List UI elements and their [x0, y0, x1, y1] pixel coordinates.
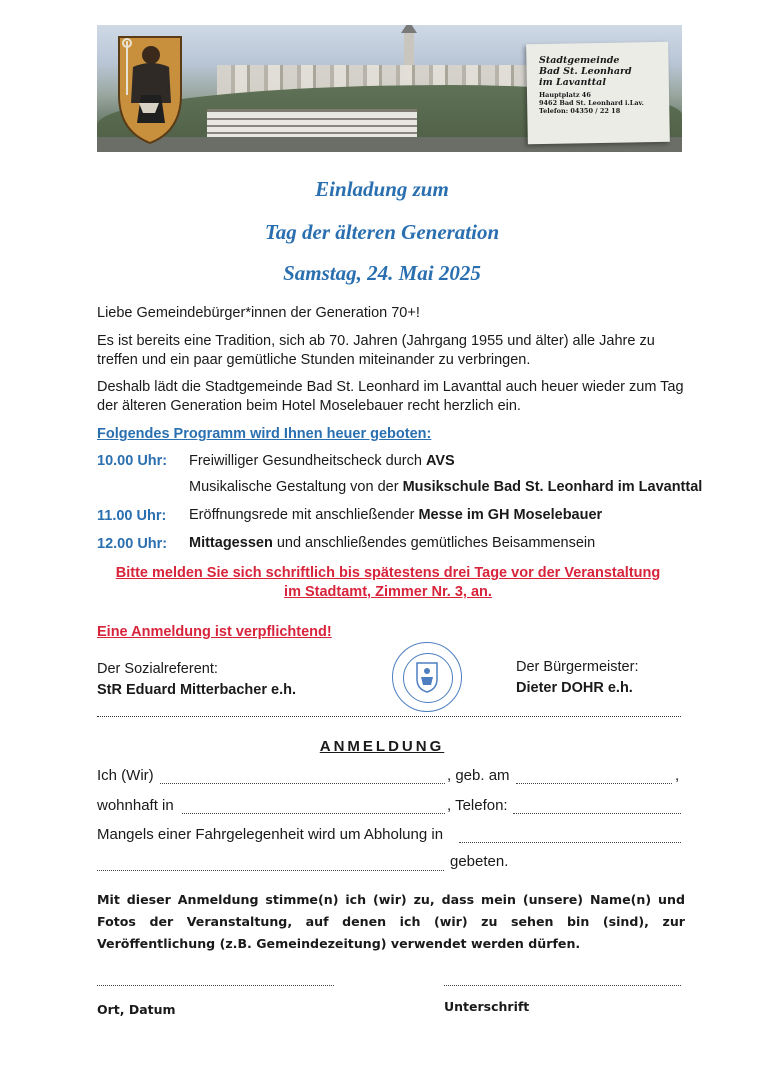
birth-label: , geb. am	[447, 767, 510, 784]
title-invitation: Einladung zum	[315, 177, 449, 201]
coat-of-arms-icon	[115, 33, 185, 145]
name-label: Ich (Wir)	[97, 767, 154, 784]
program-item-4: Mittagessen und anschließendes gemütliches Beisammensein	[189, 535, 596, 551]
postcode-line: 9462 Bad St. Leonhard i.Lav.	[539, 99, 644, 107]
place-date-field[interactable]	[97, 985, 334, 986]
birthdate-field[interactable]	[516, 783, 672, 784]
program-heading: Folgendes Programm wird Ihnen heuer geboten:	[97, 426, 432, 442]
left-role: Der Sozialreferent:	[97, 661, 218, 677]
program-item-1: Freiwilliger Gesundheitscheck durch AVS	[189, 453, 455, 469]
title-event: Tag der älteren Generation	[264, 220, 500, 244]
paragraph-invitation: Deshalb lädt die Stadtgemeinde Bad St. Leonhard im Lavanttal auch heuer wieder zum Tag der älteren Generation beim Hotel Moselebauer recht herzlich ein.	[97, 379, 684, 414]
org-line-1: Stadtgemeinde	[539, 55, 620, 66]
phone-field[interactable]	[513, 813, 681, 814]
mandatory-notice: Eine Anmeldung ist verpflichtend!	[97, 624, 332, 640]
address-field[interactable]	[182, 813, 445, 814]
signature-field[interactable]	[444, 985, 681, 986]
consent-text: Mit dieser Anmeldung stimme(n) ich (wir) zu, dass mein (unsere) Name(n) und Fotos der Veranstaltung, auf denen ich (wir) zu sehen bin (sind), zur Veröffentlichung (z.B. Gemeindezeitung) verwendet werden dürfen.	[97, 892, 685, 951]
phone-line: Telefon: 04350 / 22 18	[539, 107, 621, 115]
registration-heading: ANMELDUNG	[319, 738, 445, 755]
program-time-1: 10.00 Uhr:	[97, 453, 168, 469]
signature-right	[516, 657, 638, 699]
right-name: Dieter DOHR e.h.	[516, 680, 633, 696]
name-field[interactable]	[160, 783, 445, 784]
greeting: Liebe Gemeindebürger*innen der Generation 70+!	[97, 305, 420, 321]
official-seal-icon	[392, 642, 462, 712]
program-item-3: Eröffnungsrede mit anschließender Messe im GH Moselebauer	[189, 507, 603, 523]
program-time-3: 11.00 Uhr:	[97, 508, 167, 524]
notice-line-2: im Stadtamt, Zimmer Nr. 3, an.	[284, 584, 492, 600]
birth-comma: ,	[675, 767, 680, 784]
pickup-label: Mangels einer Fahrgelegenheit wird um Abholung in	[97, 826, 444, 843]
program-time-4: 12.00 Uhr:	[97, 536, 168, 552]
notice-line-1: Bitte melden Sie sich schriftlich bis spätestens drei Tage vor der Veranstaltung	[115, 565, 661, 581]
paragraph-tradition: Es ist bereits eine Tradition, sich ab 70. Jahren (Jahrgang 1955 und älter) alle Jahre zu treffen und ein paar gemütliche Stunden miteinander zu verbringen.	[97, 333, 655, 368]
title-date: Samstag, 24. Mai 2025	[283, 261, 481, 285]
signature-left	[97, 659, 296, 701]
place-date-label: Ort, Datum	[97, 1002, 176, 1017]
org-line-2: Bad St. Leonhard	[539, 66, 632, 77]
right-role: Der Bürgermeister:	[516, 659, 639, 675]
pickup-field[interactable]	[459, 842, 681, 843]
header-banner	[97, 25, 682, 152]
program-item-2: Musikalische Gestaltung von der Musikschule Bad St. Leonhard im Lavanttal	[189, 479, 703, 495]
address-line: Hauptplatz 46	[539, 91, 591, 99]
org-line-3: im Lavanttal	[539, 77, 606, 88]
left-name: StR Eduard Mitterbacher e.h.	[97, 682, 297, 698]
signature-label: Unterschrift	[444, 999, 530, 1014]
address-label: wohnhaft in	[97, 797, 174, 814]
cut-line	[97, 716, 681, 717]
letterhead-address	[539, 55, 664, 115]
requested-label: gebeten.	[450, 853, 509, 870]
pickup-field-continued[interactable]	[97, 870, 444, 871]
phone-label: , Telefon:	[447, 797, 508, 814]
